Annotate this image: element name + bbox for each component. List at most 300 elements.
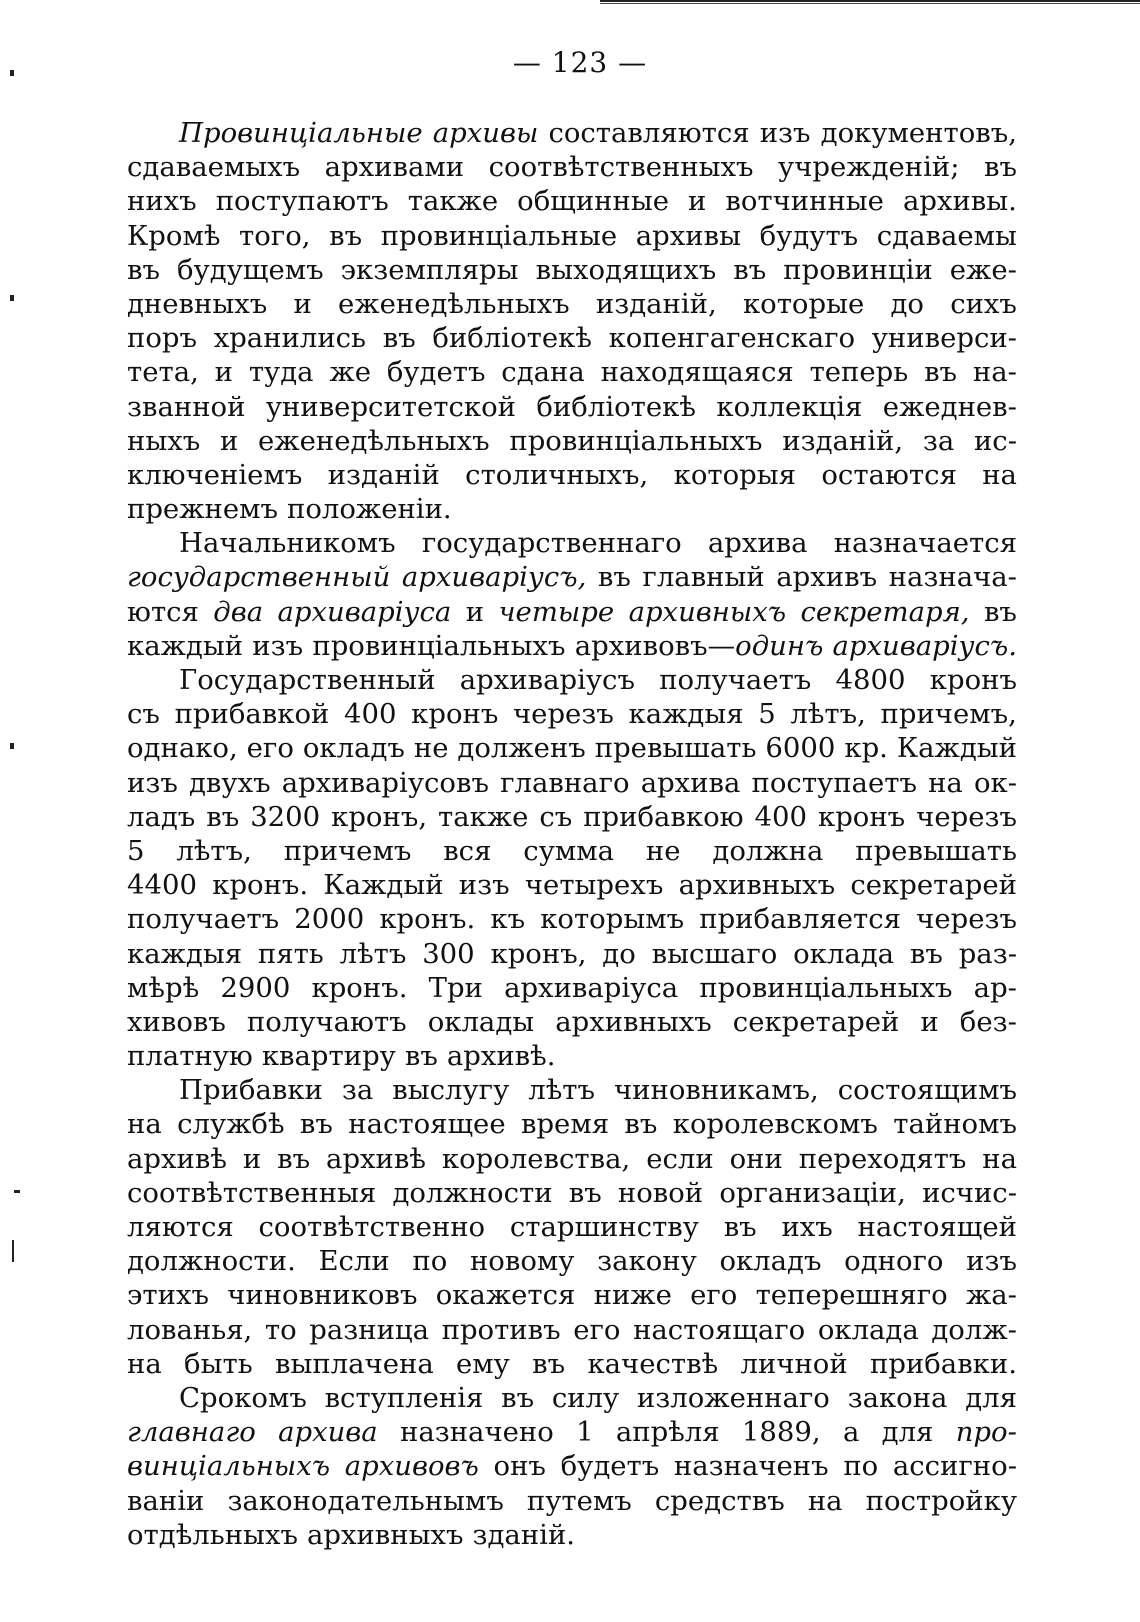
word: Срокомъ xyxy=(179,1381,307,1414)
word: выплачена xyxy=(274,1347,434,1380)
margin-mark xyxy=(12,1240,14,1262)
text-line xyxy=(127,1484,1017,1518)
word: сдаваемы xyxy=(876,219,1017,252)
word: окладъ xyxy=(719,1245,822,1278)
word: 400 xyxy=(754,800,808,833)
word: получаютъ xyxy=(246,1005,407,1038)
word: раз- xyxy=(958,937,1017,970)
word: дневныхъ xyxy=(127,287,268,320)
text-line xyxy=(127,184,1017,218)
word: не xyxy=(645,834,681,867)
word: въ xyxy=(733,253,767,286)
word: архивовъ xyxy=(344,1450,479,1483)
word: чиновниковъ xyxy=(227,1279,418,1312)
word: ихъ xyxy=(781,1211,833,1243)
word: въ xyxy=(127,253,160,286)
word: назначается xyxy=(833,527,1017,560)
word: секретарей xyxy=(732,1005,900,1038)
text-line xyxy=(127,971,1017,1005)
word: новой xyxy=(617,1176,704,1209)
word: двухъ xyxy=(188,766,271,799)
text-line xyxy=(127,663,1017,697)
word: ладъ xyxy=(127,800,196,833)
word: кронъ xyxy=(818,800,906,833)
word: жа- xyxy=(965,1279,1017,1312)
word: коллекція xyxy=(716,390,863,423)
text-line xyxy=(127,1449,1017,1483)
word: универси- xyxy=(871,322,1017,355)
word: прибавляется xyxy=(699,903,902,936)
word: Государственный xyxy=(179,664,436,696)
word: настоящей xyxy=(857,1211,1017,1243)
word: провинціальныхъ xyxy=(312,629,566,662)
word: должна xyxy=(712,834,824,867)
word: архиваріуса xyxy=(504,971,679,1004)
word: причемъ xyxy=(283,834,412,867)
text-line xyxy=(127,1176,1017,1210)
word: превышать xyxy=(594,732,757,765)
word: документовъ, xyxy=(820,117,1017,149)
word: прибавкой xyxy=(174,698,330,731)
word: ис- xyxy=(973,424,1017,457)
word: путемъ xyxy=(526,1484,632,1517)
word: лѣтъ, xyxy=(790,698,866,731)
text-line xyxy=(127,1107,1017,1141)
word: прибавки. xyxy=(869,1347,1017,1380)
word: черезъ xyxy=(916,800,1017,833)
word: архивѣ xyxy=(127,1142,227,1175)
text-line xyxy=(127,868,1017,902)
word: и xyxy=(688,185,707,218)
word: въ xyxy=(597,561,631,594)
word: архива xyxy=(707,527,808,560)
word: туда xyxy=(248,356,314,389)
word: Прибавки xyxy=(179,1074,323,1107)
word: этихъ xyxy=(127,1279,209,1312)
word: которымъ xyxy=(540,903,685,936)
word: въ xyxy=(277,1142,311,1175)
text-line xyxy=(127,1347,1017,1381)
word: ляются xyxy=(127,1211,234,1243)
word: на xyxy=(127,1108,162,1141)
text-line xyxy=(127,560,1017,594)
margin-mark xyxy=(10,295,14,301)
word: вступленія xyxy=(324,1381,484,1414)
text-line xyxy=(127,1142,1017,1176)
word: и xyxy=(219,424,239,457)
word: средствъ xyxy=(654,1484,785,1517)
word: 5 xyxy=(758,698,776,731)
page-number: — 123 — xyxy=(512,46,648,79)
word: каждый xyxy=(127,629,244,662)
word: выслугу xyxy=(392,1074,510,1107)
word: ар- xyxy=(973,971,1017,1004)
word: архивныхъ xyxy=(306,1518,464,1551)
word: въ xyxy=(983,595,1017,628)
word: получаетъ xyxy=(659,664,812,696)
word: состоящимъ xyxy=(837,1074,1017,1107)
word: въ xyxy=(501,1381,535,1414)
word: разница xyxy=(309,1313,430,1346)
text-line xyxy=(127,800,1017,834)
word: секретаря, xyxy=(800,595,970,628)
word: 2000 xyxy=(294,903,365,936)
word: на xyxy=(982,458,1017,491)
word: прибавкою xyxy=(583,800,744,833)
word: изъ xyxy=(759,117,811,149)
word: ему xyxy=(456,1347,510,1380)
word: архивы. xyxy=(902,185,1017,218)
word: ются xyxy=(127,595,199,628)
word: библіотекѣ xyxy=(432,322,592,355)
word: соотвѣтственно xyxy=(258,1211,486,1243)
word: причемъ, xyxy=(880,698,1017,731)
word: на xyxy=(928,766,963,799)
word: зданій. xyxy=(472,1518,576,1551)
word: будетъ xyxy=(560,1450,660,1483)
text-line xyxy=(127,1518,1017,1552)
word: Три xyxy=(428,971,483,1004)
top-rule xyxy=(600,0,1140,6)
word: каждыя xyxy=(127,937,243,970)
text-line xyxy=(127,116,1017,150)
word: постройку xyxy=(865,1484,1017,1517)
word: Каждый xyxy=(323,869,444,902)
word: секретарей xyxy=(850,869,1017,902)
word: новому xyxy=(469,1245,575,1278)
word: настоящаго xyxy=(633,1313,806,1346)
word: 300 xyxy=(422,937,475,970)
word: изданій, xyxy=(782,424,904,457)
word: соотвѣтственныхъ xyxy=(488,151,754,184)
word: оклада xyxy=(817,1313,919,1346)
text-line xyxy=(127,219,1017,253)
word: пять xyxy=(257,937,324,970)
word: тета, xyxy=(127,356,199,389)
word: въ xyxy=(206,800,240,833)
text-line xyxy=(127,253,1017,287)
word: кр. xyxy=(844,732,888,765)
word: ныхъ xyxy=(127,424,201,457)
word: столичныхъ, xyxy=(465,458,649,491)
word: архивѣ xyxy=(326,1142,426,1175)
text-line xyxy=(127,766,1017,800)
word: въ xyxy=(382,322,416,355)
word: за xyxy=(922,424,955,457)
word: хранились xyxy=(213,322,367,355)
word: королевства, xyxy=(441,1142,631,1175)
word: законодательнымъ xyxy=(227,1484,504,1517)
body-text xyxy=(127,116,1017,1552)
text-line xyxy=(127,390,1017,424)
text-line xyxy=(127,1244,1017,1278)
word: сихъ xyxy=(950,287,1017,320)
word: по xyxy=(843,1450,879,1483)
text-line xyxy=(127,1278,1017,1312)
word: платную xyxy=(127,1040,253,1073)
word: ключеніемъ xyxy=(127,458,303,491)
word: провинціальныхъ xyxy=(699,971,953,1004)
word: еженедѣльныхъ xyxy=(338,287,570,320)
text-line xyxy=(127,697,1017,731)
word: вотчинные xyxy=(725,185,884,218)
word: переходятъ xyxy=(798,1142,967,1175)
word: архиваріусъ xyxy=(459,664,635,696)
word: главный xyxy=(642,561,765,594)
word: про- xyxy=(955,1416,1017,1449)
text-line xyxy=(127,355,1017,389)
word: главнаго xyxy=(127,1416,256,1449)
word: ок- xyxy=(973,766,1017,799)
word: на- xyxy=(972,356,1017,389)
word: еже- xyxy=(949,253,1017,286)
word: на xyxy=(127,1347,162,1380)
word: на xyxy=(982,1142,1017,1175)
text-line xyxy=(127,731,1017,765)
word: Кромѣ xyxy=(127,219,221,252)
word: экземпляры xyxy=(340,253,519,286)
text-line xyxy=(127,526,1017,560)
word: изъ xyxy=(127,766,178,799)
word: провинціи xyxy=(783,253,933,286)
word: и xyxy=(293,287,312,320)
word: въ xyxy=(532,1347,566,1380)
word: того, xyxy=(239,219,311,252)
word: кронъ xyxy=(411,698,499,731)
word: съ xyxy=(539,800,573,833)
word: и xyxy=(465,595,485,628)
word: одного xyxy=(844,1245,944,1278)
word: изъ xyxy=(966,1245,1017,1278)
word: службѣ xyxy=(177,1108,285,1141)
word: 6000 xyxy=(765,732,836,765)
word: окладъ xyxy=(302,732,405,765)
word: онъ xyxy=(493,1450,546,1483)
word: копенгагенскаго xyxy=(608,322,856,355)
text-line xyxy=(127,492,1017,526)
text-line xyxy=(127,1381,1017,1415)
word: находящаяся xyxy=(600,356,794,389)
word: изданій, xyxy=(595,287,717,320)
word: отдѣльныхъ xyxy=(127,1518,298,1551)
word: и xyxy=(242,1142,262,1175)
word: винціальныхъ xyxy=(127,1450,331,1483)
word: поръ xyxy=(127,322,197,355)
word: архивныхъ xyxy=(555,1005,712,1038)
word: будетъ xyxy=(386,356,486,389)
word: изданій xyxy=(327,458,440,491)
word: общинные xyxy=(517,185,669,218)
word: ваніи xyxy=(127,1484,205,1517)
word: оклада xyxy=(793,937,895,970)
word: въ xyxy=(404,1040,438,1073)
word: сумма xyxy=(523,834,615,867)
word: долж- xyxy=(931,1313,1017,1346)
word: окажется xyxy=(435,1279,576,1312)
word: превышать xyxy=(855,834,1017,867)
word: назначенъ xyxy=(673,1450,829,1483)
word: силу xyxy=(551,1381,620,1414)
word: кронъ, xyxy=(331,800,428,833)
word: поступаетъ xyxy=(751,766,917,799)
word: исчис- xyxy=(922,1176,1017,1209)
word: главнаго xyxy=(500,766,630,799)
word: архивѣ. xyxy=(446,1040,556,1073)
word: кронъ. xyxy=(379,903,476,936)
word: выходящихъ xyxy=(535,253,717,286)
word: архива xyxy=(278,1416,378,1449)
text-line xyxy=(127,1005,1017,1039)
word: архивовъ—одинъ xyxy=(574,629,824,662)
word: лѣтъ xyxy=(339,937,407,970)
word: лованья, xyxy=(127,1313,253,1346)
word: и xyxy=(214,356,234,389)
word: время xyxy=(520,1108,610,1141)
word: противъ xyxy=(441,1313,561,1346)
word: лѣтъ, xyxy=(176,834,252,867)
word: его xyxy=(690,1279,738,1312)
word: чиновникамъ, xyxy=(614,1074,819,1107)
word: старшинству xyxy=(509,1211,699,1243)
word: въ xyxy=(909,937,943,970)
word: архиваріуса xyxy=(277,595,452,628)
word: архивныхъ xyxy=(678,869,836,902)
word: сдана xyxy=(501,356,585,389)
word: тайномъ xyxy=(893,1108,1017,1141)
text-line xyxy=(127,595,1017,629)
word: оклады xyxy=(427,1005,535,1038)
word: быть xyxy=(184,1347,253,1380)
word: будутъ xyxy=(759,219,859,252)
word: въ xyxy=(329,219,363,252)
word: его xyxy=(573,1313,621,1346)
text-line xyxy=(127,150,1017,184)
word: должности. xyxy=(127,1245,296,1278)
word: которыя xyxy=(673,458,797,491)
text-line xyxy=(127,1039,1017,1073)
word: Если xyxy=(318,1245,390,1278)
text-line xyxy=(127,902,1017,936)
word: въ xyxy=(299,1108,333,1141)
word: получаетъ xyxy=(127,903,280,936)
word: организаціи, xyxy=(719,1176,906,1209)
word: за xyxy=(341,1074,374,1107)
word: въ xyxy=(924,356,958,389)
word: архивами xyxy=(324,151,465,184)
word: съ xyxy=(127,698,160,731)
margin-mark xyxy=(10,743,14,749)
word: Каждый xyxy=(896,732,1017,765)
text-line xyxy=(127,321,1017,355)
word: черезъ xyxy=(916,903,1017,936)
word: лѣтъ xyxy=(528,1074,596,1107)
word: то xyxy=(264,1313,297,1346)
word: также xyxy=(407,185,499,218)
word: поступаютъ xyxy=(215,185,389,218)
word: без- xyxy=(959,1005,1017,1038)
word: 400 xyxy=(344,698,397,731)
word: въ xyxy=(723,1211,757,1243)
word: кронъ, xyxy=(490,937,587,970)
word: ассигно- xyxy=(892,1450,1017,1483)
word: также xyxy=(438,800,529,833)
word: квартиру xyxy=(261,1040,396,1073)
word: государственнаго xyxy=(421,527,682,560)
word: изложеннаго xyxy=(636,1381,830,1414)
word: кронъ. xyxy=(212,869,309,902)
word: качествѣ xyxy=(587,1347,719,1380)
text-line xyxy=(127,458,1017,492)
word: архива xyxy=(640,766,741,799)
word: его xyxy=(246,732,294,765)
word: хивовъ xyxy=(127,1005,226,1038)
word: вся xyxy=(443,834,492,867)
word: до xyxy=(890,287,924,320)
word: нихъ xyxy=(127,185,197,218)
word: положеніи. xyxy=(287,493,452,526)
word: архивы xyxy=(432,117,539,149)
text-line xyxy=(127,1073,1017,1107)
word: же xyxy=(329,356,371,389)
text-line xyxy=(127,287,1017,321)
word: провинціальныхъ xyxy=(509,424,763,457)
word: библіотекѣ xyxy=(536,390,696,423)
text-line xyxy=(127,1313,1017,1347)
word: въ xyxy=(984,151,1017,184)
word: четыре xyxy=(498,595,615,628)
text-line xyxy=(127,1415,1017,1449)
word: сдаваемыхъ xyxy=(127,151,301,184)
word: архивы xyxy=(635,219,741,252)
word: мѣрѣ xyxy=(127,971,200,1004)
word: не xyxy=(413,732,449,765)
word: четырехъ xyxy=(524,869,664,902)
word: однако, xyxy=(127,732,238,765)
word: будущемъ xyxy=(177,253,324,286)
word: 1 xyxy=(576,1416,594,1449)
word: если xyxy=(646,1142,714,1175)
word: университетской xyxy=(265,390,516,423)
word: кронъ xyxy=(929,664,1017,696)
word: къ xyxy=(490,903,526,936)
word: ежеднев- xyxy=(882,390,1017,423)
word: архивныхъ xyxy=(628,595,787,628)
word: архивъ xyxy=(776,561,878,594)
word: долженъ xyxy=(457,732,586,765)
word: черезъ xyxy=(513,698,614,731)
text-line xyxy=(127,424,1017,458)
word: для xyxy=(965,1381,1017,1414)
word: соотвѣтственныя xyxy=(127,1176,377,1209)
word: закону xyxy=(597,1245,697,1278)
word: назнача- xyxy=(888,561,1017,594)
word: архиваріусъ, xyxy=(401,561,587,594)
word: они xyxy=(729,1142,783,1175)
margin-mark xyxy=(14,1190,20,1193)
word: учрежденій; xyxy=(778,151,960,184)
word: а xyxy=(842,1416,860,1449)
word: теперь xyxy=(809,356,909,389)
word: изъ xyxy=(252,629,304,662)
word: прежнемъ xyxy=(127,493,278,526)
word: Начальникомъ xyxy=(179,527,396,560)
word: 2900 xyxy=(220,971,291,1004)
word: по xyxy=(412,1245,448,1278)
word: и xyxy=(920,1005,939,1038)
word: для xyxy=(881,1416,934,1449)
word: государственный xyxy=(127,561,391,594)
word: въ xyxy=(568,1176,602,1209)
